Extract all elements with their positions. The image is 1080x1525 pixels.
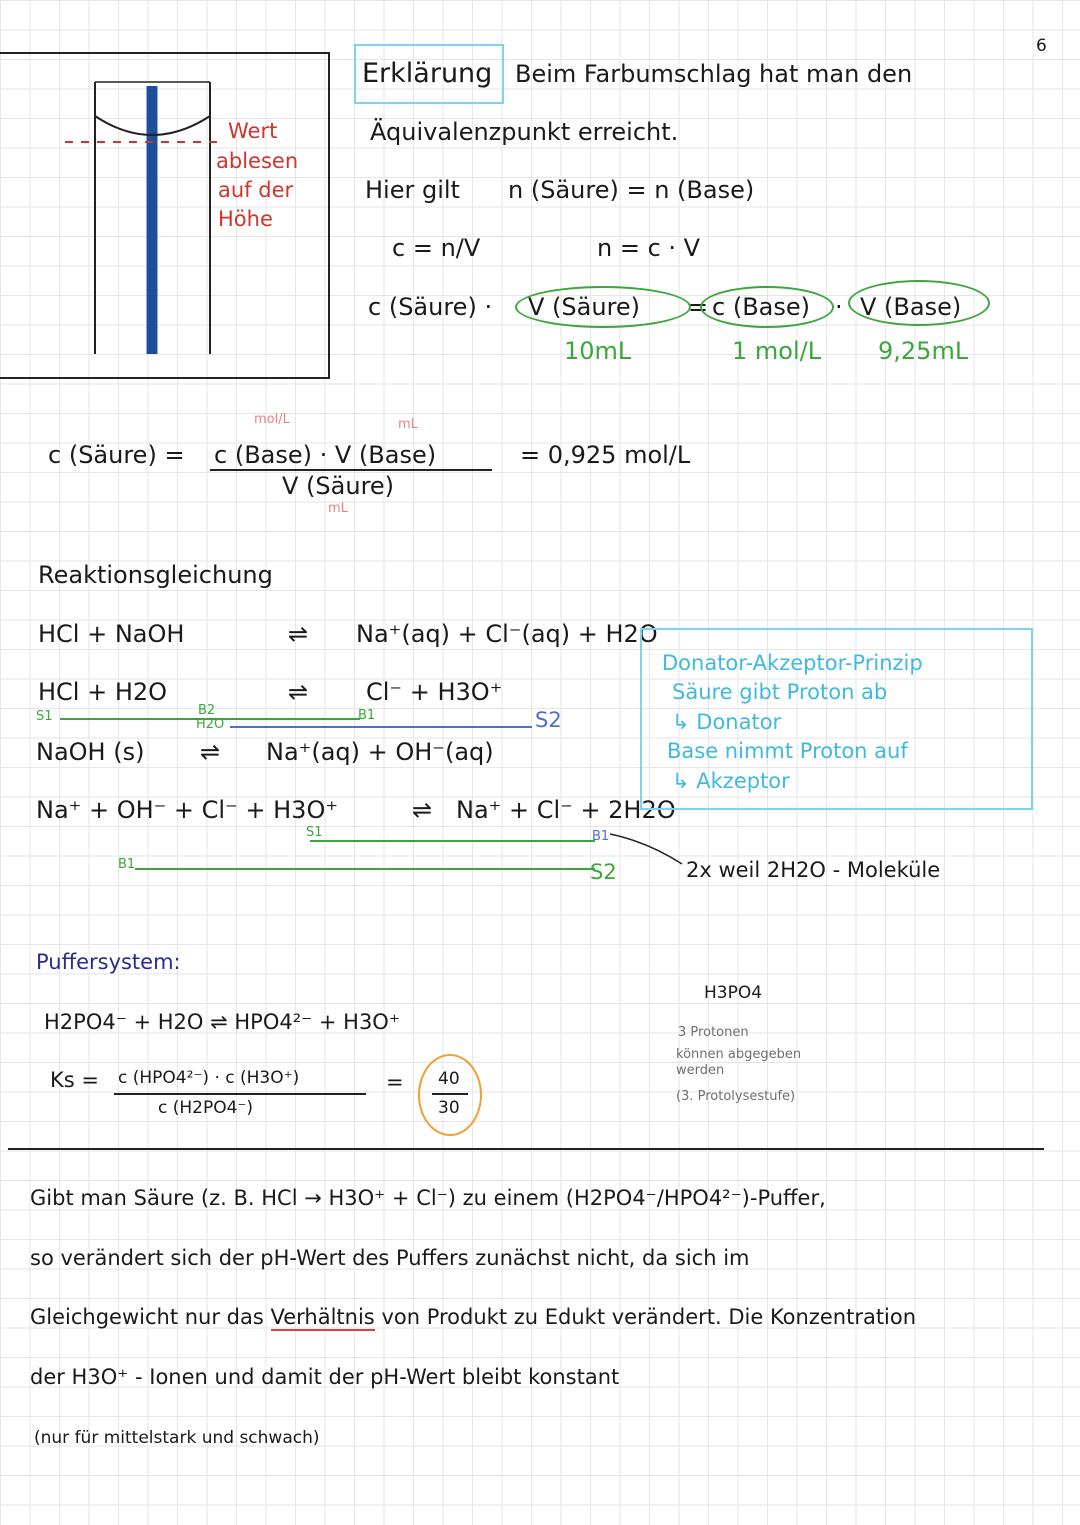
explanation-line-2: Äquivalenzpunkt erreicht. — [370, 118, 679, 146]
paragraph-line-3-a: Gleichgewicht nur das — [30, 1305, 264, 1329]
side-note-3: werden — [676, 1063, 725, 1078]
eq4-arrow: ⇌ — [412, 796, 433, 824]
explanation-line-3-eq: n (Säure) = n (Base) — [508, 176, 755, 204]
eq2-right: Cl⁻ + H3O⁺ — [366, 678, 503, 706]
paragraph-line-5: (nur für mittelstark und schwach) — [34, 1428, 320, 1448]
paragraph-line-3-b: Verhältnis — [270, 1305, 375, 1329]
burette-icon — [0, 54, 330, 381]
eq3-right: Na⁺(aq) + OH⁻(aq) — [266, 738, 494, 766]
donor-line-2: Säure gibt Proton ab — [672, 680, 888, 704]
arrow-icon — [608, 830, 688, 870]
val-c-base: 1 mol/L — [732, 337, 822, 365]
eq2-s2: S2 — [535, 708, 562, 732]
eq4-bracket-bottom — [135, 868, 595, 870]
eq2-left: HCl + H2O — [38, 678, 168, 706]
eq-c-acid: c (Säure) · — [368, 293, 493, 321]
calc-lhs: c (Säure) = — [48, 441, 185, 469]
eq1-left: HCl + NaOH — [38, 620, 185, 648]
paragraph-line-3 — [30, 1307, 916, 1328]
eq4-s1: S1 — [306, 825, 323, 840]
calc-denominator: V (Säure) — [282, 472, 395, 500]
eq4-b1b: B1 — [592, 829, 610, 844]
eq2-s1: S1 — [36, 709, 53, 724]
side-note-4: (3. Protolysestufe) — [676, 1089, 796, 1104]
eq2-blue-bracket — [230, 726, 532, 728]
donor-line-4: Base nimmt Proton auf — [667, 739, 908, 763]
burette-label-1: Wert — [228, 119, 278, 143]
circle-top: 40 — [438, 1069, 460, 1089]
side-formula: H3PO4 — [704, 983, 763, 1003]
eq4-b1: B1 — [118, 857, 136, 872]
divider — [8, 1148, 1044, 1150]
eq2-b2: B2 — [198, 703, 216, 718]
burette-drawing — [0, 52, 330, 379]
calc-result: = 0,925 mol/L — [520, 441, 691, 469]
paragraph-line-3-c: von Produkt zu Edukt verändert. Die Konzentration — [381, 1305, 917, 1329]
donor-line-3: ↳ Donator — [672, 710, 782, 734]
ks-label: Ks = — [50, 1068, 99, 1092]
page-number: 6 — [1036, 36, 1047, 56]
circle-bottom: 30 — [438, 1098, 460, 1118]
side-note-1: 3 Protonen — [678, 1025, 749, 1040]
val-v-acid: 10mL — [564, 337, 632, 365]
val-v-base: 9,25mL — [878, 337, 969, 365]
calc-numerator: c (Base) · V (Base) — [214, 441, 437, 469]
explanation-line-3-prefix: Hier gilt — [365, 176, 460, 204]
eq2-arrow: ⇌ — [288, 678, 309, 706]
formula-n: n = c · V — [597, 234, 701, 262]
eq2-b1: B1 — [358, 708, 376, 723]
formula-c: c = n/V — [392, 234, 481, 262]
circle-fraction-bar — [432, 1093, 468, 1095]
burette-label-2: ablesen — [216, 149, 299, 173]
eq3-arrow: ⇌ — [200, 738, 221, 766]
side-note-2: können abgegeben — [676, 1047, 802, 1062]
eq-equals: = — [688, 293, 709, 321]
unit-ml-top: mL — [398, 417, 418, 432]
burette-label-4: Höhe — [218, 207, 273, 231]
reaction-note: 2x weil 2H2O - Moleküle — [686, 858, 941, 882]
paragraph-line-4: der H3O⁺ - Ionen und damit der pH-Wert bleibt konstant — [30, 1365, 620, 1389]
ks-equals: = — [386, 1070, 404, 1094]
ks-value-circle — [418, 1054, 482, 1136]
eq2-h2o: H2O — [196, 717, 225, 732]
paragraph-line-1: Gibt man Säure (z. B. HCl → H3O⁺ + Cl⁻) zu einem (H2PO4⁻/HPO4²⁻)-Puffer, — [30, 1186, 826, 1210]
paragraph-line-2: so verändert sich der pH-Wert des Puffers zunächst nicht, da sich im — [30, 1246, 750, 1270]
buffer-eq: H2PO4⁻ + H2O ⇌ HPO4²⁻ + H3O⁺ — [44, 1010, 400, 1034]
eq4-left: Na⁺ + OH⁻ + Cl⁻ + H3O⁺ — [36, 796, 339, 824]
eq-c-base: c (Base) — [712, 293, 810, 321]
eq2-green-bracket — [60, 718, 360, 720]
eq4-right: Na⁺ + Cl⁻ + 2H2O — [456, 796, 676, 824]
ks-numerator: c (HPO4²⁻) · c (H3O⁺) — [118, 1068, 300, 1088]
unit-mol: mol/L — [254, 412, 290, 427]
reaction-heading: Reaktionsgleichung — [38, 561, 273, 589]
ks-denominator: c (H2PO4⁻) — [158, 1098, 254, 1118]
eq1-right: Na⁺(aq) + Cl⁻(aq) + H2O — [356, 620, 658, 648]
eq4-bracket-top — [310, 840, 595, 842]
burette-label-3: auf der — [218, 178, 294, 202]
buffer-heading: Puffersystem: — [36, 950, 181, 974]
unit-ml-bottom: mL — [328, 501, 348, 516]
fraction-bar — [210, 469, 492, 471]
ks-fraction-bar — [114, 1093, 366, 1095]
eq4-s2: S2 — [590, 860, 617, 884]
eq1-arrow: ⇌ — [288, 620, 309, 648]
donor-line-1: Donator-Akzeptor-Prinzip — [662, 651, 923, 675]
donor-line-5: ↳ Akzeptor — [672, 769, 790, 793]
explanation-heading: Erklärung — [362, 58, 493, 89]
eq3-left: NaOH (s) — [36, 738, 145, 766]
eq-dot: · — [835, 293, 843, 321]
explanation-line-1: Beim Farbumschlag hat man den — [515, 60, 913, 88]
eq-v-base: V (Base) — [860, 293, 962, 321]
eq-v-acid: V (Säure) — [528, 293, 641, 321]
